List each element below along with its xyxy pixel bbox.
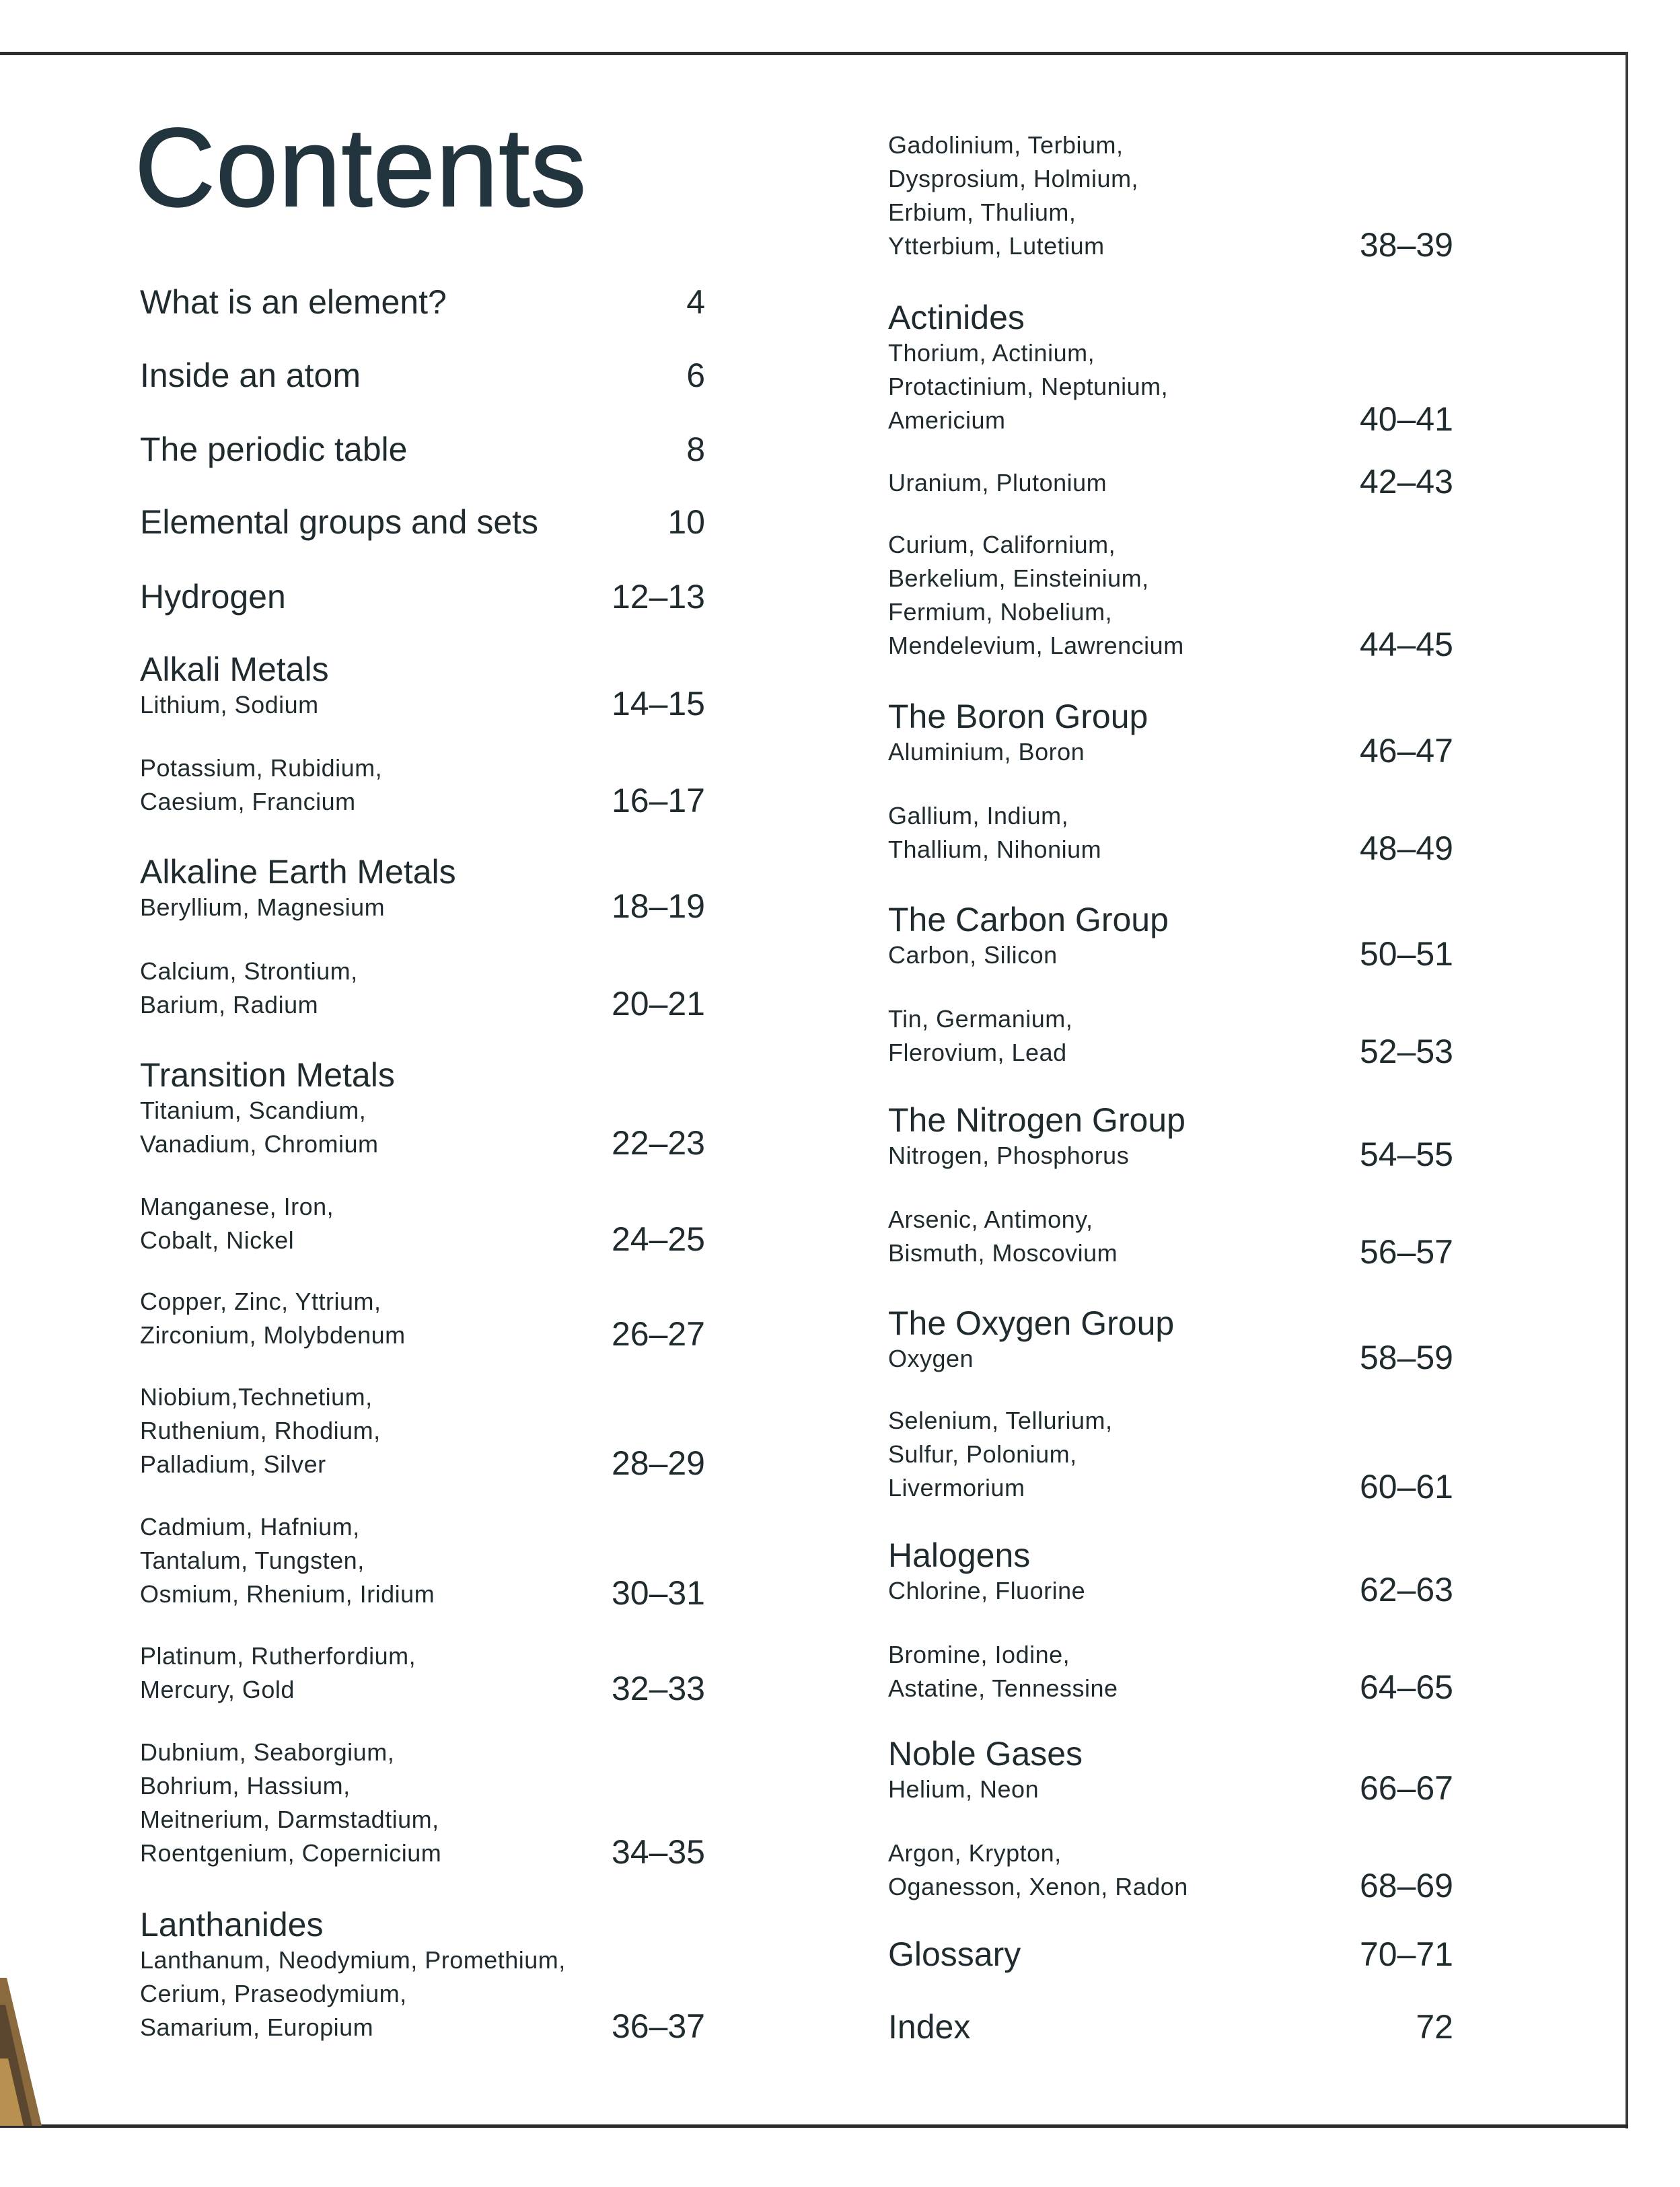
toc-entry[interactable] bbox=[888, 901, 1453, 972]
toc-page-number: 50–51 bbox=[1359, 935, 1453, 973]
toc-page-number: 4 bbox=[686, 283, 705, 321]
toc-entry-elements: Ruthenium, Rhodium, bbox=[140, 1417, 381, 1444]
toc-page-number: 40–41 bbox=[1359, 400, 1453, 438]
toc-entry-elements: Ytterbium, Lutetium bbox=[888, 232, 1105, 260]
toc-entry[interactable] bbox=[140, 1736, 705, 1870]
toc-entry-elements: Dubnium, Seaborgium, bbox=[140, 1738, 395, 1766]
toc-entry-elements: Vanadium, Chromium bbox=[140, 1130, 379, 1158]
toc-entry[interactable] bbox=[140, 431, 705, 468]
toc-page-number: 14–15 bbox=[611, 685, 705, 722]
toc-entry[interactable] bbox=[140, 357, 705, 394]
toc-page-number: 8 bbox=[686, 431, 705, 468]
toc-entry-elements: Arsenic, Antimony, bbox=[888, 1206, 1093, 1233]
toc-page-number: 64–65 bbox=[1359, 1668, 1453, 1706]
toc-entry[interactable] bbox=[140, 1285, 705, 1352]
toc-entry-elements: Fermium, Nobelium, bbox=[888, 598, 1113, 626]
toc-page-number: 48–49 bbox=[1359, 829, 1453, 867]
toc-page-number: 46–47 bbox=[1359, 732, 1453, 770]
toc-entry-elements: Potassium, Rubidium, bbox=[140, 754, 383, 782]
toc-entry[interactable] bbox=[140, 283, 705, 321]
toc-entry-elements: Mendelevium, Lawrencium bbox=[888, 632, 1184, 659]
toc-entry[interactable] bbox=[140, 578, 705, 616]
toc-entry-elements: Lanthanum, Neodymium, Promethium, bbox=[140, 1946, 566, 1974]
toc-entry[interactable] bbox=[888, 1002, 1453, 1070]
toc-entry-title: Halogens bbox=[888, 1536, 1031, 1574]
toc-entry[interactable] bbox=[888, 1638, 1453, 1705]
toc-entry-title: Alkaline Earth Metals bbox=[140, 853, 456, 891]
toc-entry-title: The Nitrogen Group bbox=[888, 1101, 1185, 1139]
toc-entry-elements: Dysprosium, Holmium, bbox=[888, 165, 1139, 192]
toc-page-number: 66–67 bbox=[1359, 1769, 1453, 1807]
toc-entry-elements: Roentgenium, Copernicium bbox=[140, 1839, 442, 1867]
toc-entry-elements: Oganesson, Xenon, Radon bbox=[888, 1873, 1188, 1900]
toc-entry-elements: Selenium, Tellurium, bbox=[888, 1407, 1113, 1434]
toc-entry[interactable] bbox=[888, 799, 1453, 866]
toc-entry-elements: Manganese, Iron, bbox=[140, 1193, 334, 1220]
toc-entry[interactable] bbox=[888, 1837, 1453, 1904]
toc-page-number: 44–45 bbox=[1359, 626, 1453, 663]
toc-page-number: 18–19 bbox=[611, 887, 705, 925]
toc-entry-elements: Oxygen bbox=[888, 1345, 974, 1372]
cover-image-corner bbox=[0, 1978, 81, 2126]
toc-entry[interactable] bbox=[888, 1935, 1453, 1973]
toc-entry-elements: Gadolinium, Terbium, bbox=[888, 131, 1124, 159]
toc-page-number: 20–21 bbox=[611, 985, 705, 1023]
toc-page-number: 34–35 bbox=[611, 1833, 705, 1871]
toc-entry-title: Transition Metals bbox=[140, 1056, 395, 1094]
toc-entry[interactable] bbox=[888, 1304, 1453, 1376]
toc-entry-elements: Calcium, Strontium, bbox=[140, 957, 358, 985]
toc-entry-elements: Niobium,Technetium, bbox=[140, 1383, 373, 1411]
toc-entry-elements: Carbon, Silicon bbox=[888, 941, 1058, 969]
toc-page-number: 32–33 bbox=[611, 1670, 705, 1707]
toc-page-number: 24–25 bbox=[611, 1220, 705, 1258]
toc-entry-elements: Cadmium, Hafnium, bbox=[140, 1513, 360, 1541]
toc-entry-elements: Americium bbox=[888, 406, 1006, 434]
toc-entry[interactable] bbox=[140, 503, 705, 541]
toc-page-number: 22–23 bbox=[611, 1124, 705, 1162]
toc-entry-title: Index bbox=[888, 2008, 971, 2046]
toc-entry-elements: Nitrogen, Phosphorus bbox=[888, 1142, 1130, 1169]
toc-entry[interactable] bbox=[888, 698, 1453, 769]
toc-entry-elements: Platinum, Rutherfordium, bbox=[140, 1642, 416, 1670]
page-border-bottom bbox=[0, 2124, 1628, 2128]
toc-entry-title: Hydrogen bbox=[140, 578, 286, 616]
toc-entry[interactable] bbox=[888, 1404, 1453, 1505]
toc-entry-title: What is an element? bbox=[140, 283, 447, 321]
toc-entry-elements: Erbium, Thulium, bbox=[888, 198, 1076, 226]
toc-entry-title: Elemental groups and sets bbox=[140, 503, 539, 541]
toc-entry[interactable] bbox=[140, 853, 705, 924]
toc-entry-title: Inside an atom bbox=[140, 357, 361, 394]
toc-entry-elements: Palladium, Silver bbox=[140, 1450, 326, 1478]
toc-entry[interactable] bbox=[140, 1056, 705, 1161]
toc-page-number: 68–69 bbox=[1359, 1867, 1453, 1904]
toc-entry[interactable] bbox=[888, 2008, 1453, 2046]
toc-entry-elements: Tantalum, Tungsten, bbox=[140, 1547, 365, 1574]
toc-entry-title: Noble Gases bbox=[888, 1735, 1083, 1773]
toc-entry[interactable] bbox=[888, 1101, 1453, 1173]
page-border-top bbox=[0, 52, 1628, 55]
toc-entry-elements: Beryllium, Magnesium bbox=[140, 893, 386, 921]
toc-entry-elements: Thorium, Actinium, bbox=[888, 339, 1095, 367]
toc-entry-elements: Sulfur, Polonium, bbox=[888, 1440, 1077, 1468]
toc-entry-title: Alkali Metals bbox=[140, 651, 329, 688]
toc-entry-elements: Bromine, Iodine, bbox=[888, 1641, 1070, 1668]
toc-entry-elements: Samarium, Europium bbox=[140, 2013, 374, 2041]
toc-entry[interactable] bbox=[140, 1639, 705, 1707]
toc-entry-elements: Helium, Neon bbox=[888, 1775, 1039, 1803]
toc-entry-title: Glossary bbox=[888, 1935, 1021, 1973]
toc-page-number: 30–31 bbox=[611, 1574, 705, 1612]
toc-entry[interactable] bbox=[888, 128, 1453, 263]
toc-entry-elements: Osmium, Rhenium, Iridium bbox=[140, 1580, 435, 1608]
toc-entry-elements: Astatine, Tennessine bbox=[888, 1674, 1118, 1702]
toc-entry[interactable] bbox=[888, 463, 1453, 501]
toc-page-number: 26–27 bbox=[611, 1315, 705, 1353]
toc-entry-elements: Caesium, Francium bbox=[140, 788, 356, 815]
toc-entry-elements: Zirconium, Molybdenum bbox=[140, 1321, 406, 1349]
toc-page-number: 60–61 bbox=[1359, 1468, 1453, 1506]
toc-page-number: 58–59 bbox=[1359, 1339, 1453, 1376]
toc-entry-elements: Bismuth, Moscovium bbox=[888, 1239, 1118, 1267]
toc-entry-elements: Protactinium, Neptunium, bbox=[888, 373, 1169, 400]
toc-page-number: 10 bbox=[667, 503, 705, 541]
toc-page-number: 70–71 bbox=[1359, 1935, 1453, 1973]
toc-entry[interactable] bbox=[888, 528, 1453, 663]
toc-page-number: 52–53 bbox=[1359, 1033, 1453, 1070]
toc-entry-elements: Berkelium, Einsteinium, bbox=[888, 564, 1149, 592]
toc-page-number: 36–37 bbox=[611, 2007, 705, 2045]
toc-entry-title: Lanthanides bbox=[140, 1906, 324, 1943]
toc-entry[interactable] bbox=[140, 651, 705, 722]
toc-entry[interactable] bbox=[140, 1510, 705, 1611]
toc-entry[interactable] bbox=[140, 1190, 705, 1257]
toc-entry-elements: Flerovium, Lead bbox=[888, 1039, 1067, 1066]
toc-entry[interactable] bbox=[888, 299, 1453, 437]
toc-page-number: 12–13 bbox=[611, 578, 705, 616]
toc-page-number: 54–55 bbox=[1359, 1136, 1453, 1173]
toc-entry[interactable] bbox=[888, 1536, 1453, 1608]
toc-entry-title: The Carbon Group bbox=[888, 901, 1169, 938]
toc-page-number: 6 bbox=[686, 357, 705, 394]
page-border-right bbox=[1626, 52, 1628, 2128]
toc-page-number: 28–29 bbox=[611, 1444, 705, 1482]
toc-entry-elements: Livermorium bbox=[888, 1474, 1025, 1502]
toc-page-number: 62–63 bbox=[1359, 1571, 1453, 1608]
toc-entry-elements: Titanium, Scandium, bbox=[140, 1097, 367, 1124]
toc-entry-elements: Uranium, Plutonium bbox=[888, 469, 1107, 496]
toc-entry-elements: Barium, Radium bbox=[140, 991, 319, 1018]
toc-entry-elements: Cerium, Praseodymium, bbox=[140, 1980, 407, 2007]
toc-entry-elements: Gallium, Indium, bbox=[888, 802, 1069, 829]
toc-page-number: 16–17 bbox=[611, 782, 705, 819]
toc-entry-elements: Copper, Zinc, Yttrium, bbox=[140, 1288, 381, 1315]
toc-entry[interactable] bbox=[140, 1906, 705, 2044]
toc-entry-elements: Bohrium, Hassium, bbox=[140, 1772, 351, 1800]
toc-entry[interactable] bbox=[888, 1203, 1453, 1270]
toc-entry-elements: Thallium, Nihonium bbox=[888, 836, 1102, 863]
toc-entry-elements: Chlorine, Fluorine bbox=[888, 1577, 1086, 1604]
toc-page-number: 38–39 bbox=[1359, 226, 1453, 264]
toc-entry-elements: Tin, Germanium, bbox=[888, 1005, 1073, 1033]
toc-entry-elements: Cobalt, Nickel bbox=[140, 1226, 295, 1254]
toc-page-number: 42–43 bbox=[1359, 463, 1453, 501]
toc-page-number: 72 bbox=[1416, 2008, 1453, 2046]
toc-entry-elements: Curium, Californium, bbox=[888, 531, 1116, 558]
toc-entry-title: The Boron Group bbox=[888, 698, 1148, 735]
toc-entry-title: The periodic table bbox=[140, 431, 408, 468]
toc-entry-title: Actinides bbox=[888, 299, 1025, 336]
toc-entry-elements: Mercury, Gold bbox=[140, 1676, 295, 1703]
toc-entry-elements: Lithium, Sodium bbox=[140, 691, 319, 718]
toc-entry[interactable] bbox=[140, 1380, 705, 1481]
toc-entry-title: The Oxygen Group bbox=[888, 1304, 1175, 1342]
toc-entry-elements: Meitnerium, Darmstadtium, bbox=[140, 1806, 439, 1833]
toc-entry[interactable] bbox=[140, 955, 705, 1022]
page-title: Contents bbox=[135, 106, 587, 230]
toc-entry-elements: Argon, Krypton, bbox=[888, 1839, 1062, 1867]
toc-entry-elements: Aluminium, Boron bbox=[888, 738, 1085, 766]
toc-page-number: 56–57 bbox=[1359, 1233, 1453, 1271]
toc-entry[interactable] bbox=[888, 1735, 1453, 1806]
toc-entry[interactable] bbox=[140, 751, 705, 819]
